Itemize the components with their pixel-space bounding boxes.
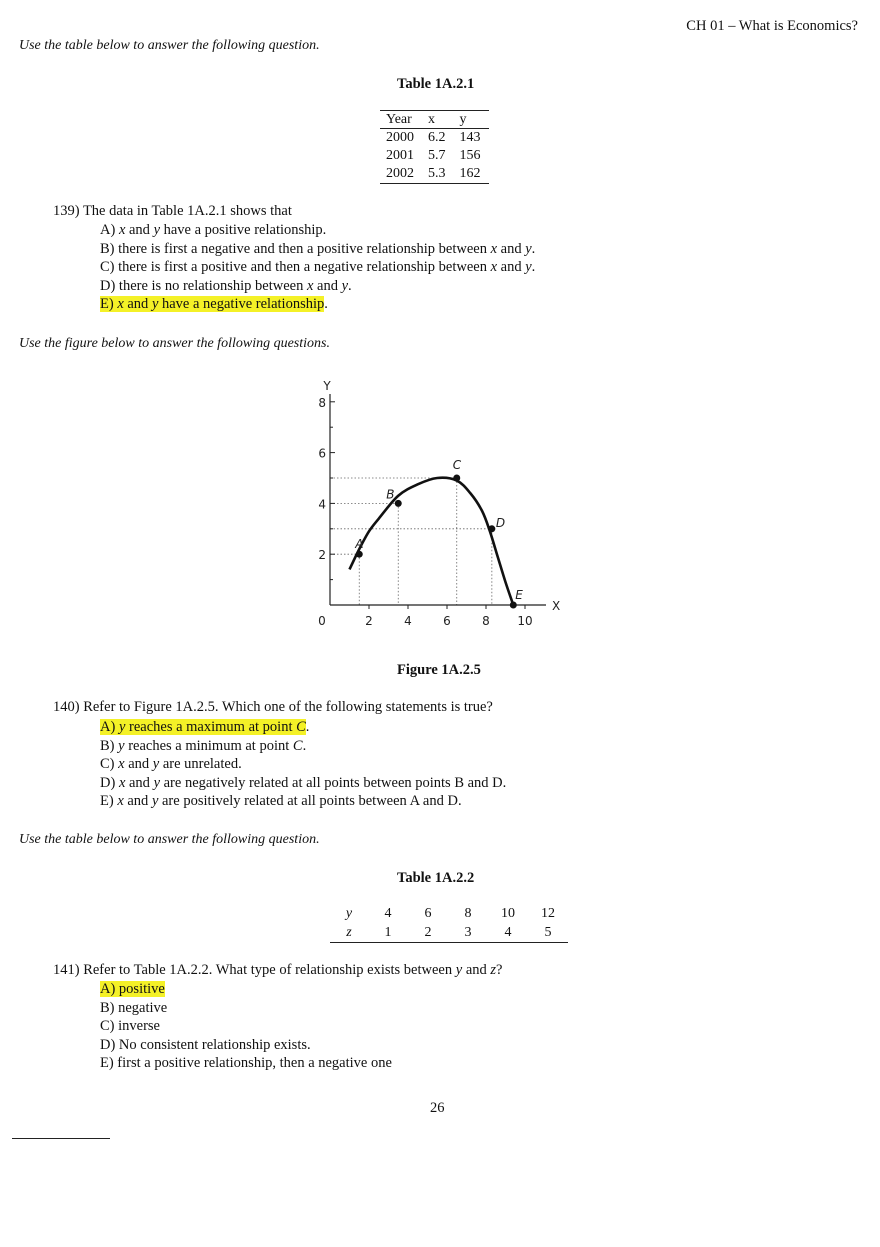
answer-option[interactable]: D) there is no relationship between x and y. [100, 277, 352, 294]
answer-option-correct[interactable] [100, 980, 392, 999]
table-cell: 2002 [386, 166, 414, 181]
table-cell: 3 [464, 925, 472, 940]
table-header-row [380, 111, 489, 129]
table-cell: 2 [424, 925, 432, 940]
answer-option[interactable]: C) inverse [100, 1018, 160, 1034]
table-cell: 162 [459, 166, 481, 181]
table2-caption: Table 1A.2.2 [397, 870, 475, 886]
table-cell: 8 [464, 906, 472, 921]
row-label: z [346, 925, 352, 940]
y-axis-label: Y [323, 379, 331, 393]
x-axis-label: X [552, 599, 561, 613]
table-cell: 12 [541, 906, 555, 921]
table-cell: 4 [504, 925, 512, 940]
table-1a21 [380, 110, 489, 184]
data-point [510, 602, 517, 609]
page-header: CH 01 – What is Economics? [686, 18, 858, 34]
table-1a22 [330, 904, 568, 943]
table-cell: 143 [459, 130, 481, 145]
answer-highlight: A) y reaches a maximum at point C [100, 719, 306, 735]
answer-option[interactable]: D) x and y are negatively related at all points between points B and D. [100, 774, 507, 791]
answer-highlight: A) positive [100, 981, 165, 997]
table-cell: 10 [501, 906, 515, 921]
col-header: y [454, 111, 489, 129]
point-label: B [386, 487, 395, 502]
answer-option-correct[interactable]: A) y reaches a maximum at point C. [100, 719, 310, 735]
table-row [380, 165, 489, 184]
y-tick-label: 4 [318, 497, 326, 512]
data-point [453, 475, 460, 482]
x-tick-label: 10 [517, 614, 533, 628]
x-tick-label: 8 [482, 614, 490, 628]
x-tick-label: 6 [443, 614, 451, 628]
answer-option[interactable]: A) x and y have a positive relationship. [100, 222, 327, 238]
answer-option[interactable]: B) negative [100, 999, 168, 1016]
question-139-prompt: 139) The data in Table 1A.2.1 shows that [53, 203, 292, 219]
page-number: 26 [430, 1100, 445, 1116]
answer-option[interactable]: B) y reaches a minimum at point C. [100, 737, 307, 754]
answer-option[interactable]: C) x and y are unrelated. [100, 756, 242, 772]
x-tick-label: 4 [404, 614, 412, 628]
point-label: A [355, 537, 364, 552]
instruction-table1: Use the table below to answer the following question. [19, 38, 320, 53]
point-label: D [495, 515, 506, 530]
answer-option[interactable]: E) x and y are positively related at all points between A and D. [100, 793, 462, 809]
table-cell: 2000 [386, 130, 414, 145]
table-cell: 156 [459, 148, 481, 163]
data-point [488, 525, 495, 532]
answer-option[interactable]: B) there is first a negative and then a positive relationship between x and y. [100, 240, 536, 257]
instruction-table2: Use the table below to answer the following question. [19, 832, 320, 847]
table-cell: 5 [544, 925, 552, 940]
question-140-options [100, 718, 506, 811]
footnote-rule [12, 1138, 110, 1139]
question-140-prompt: 140) Refer to Figure 1A.2.5. Which one of the following statements is true? [53, 699, 493, 715]
point-label: C [452, 458, 462, 472]
data-point [395, 500, 402, 507]
table-cell: 6.2 [428, 130, 446, 145]
table-row [330, 904, 568, 923]
question-141-options [100, 980, 392, 1073]
table-row [380, 129, 489, 148]
table-cell: 5.7 [428, 148, 446, 163]
table-cell: 1 [384, 925, 392, 940]
answer-option-correct[interactable]: E) x and y have a negative relationship. [100, 296, 328, 312]
col-header: Year [380, 111, 422, 129]
answer-highlight: E) x and y have a negative relationship [100, 296, 325, 312]
data-curve [350, 478, 514, 605]
answer-option[interactable]: C) there is first a positive and then a negative relationship between x and y. [100, 259, 536, 275]
table-cell: 6 [424, 906, 432, 921]
instruction-figure: Use the figure below to answer the following questions. [19, 336, 330, 351]
y-tick-label: 2 [318, 548, 326, 563]
table-row [330, 923, 568, 943]
y-tick-label: 6 [318, 446, 326, 461]
table-cell: 4 [384, 906, 392, 921]
answer-option[interactable]: D) No consistent relationship exists. [100, 1036, 311, 1053]
figure-caption: Figure 1A.2.5 [397, 662, 481, 678]
table-cell: 5.3 [428, 166, 446, 181]
y-tick-label: 8 [318, 395, 326, 410]
point-label: E [515, 588, 523, 602]
question-139-options [100, 221, 535, 314]
table-row [380, 147, 489, 165]
data-point [356, 551, 363, 558]
col-header: x [422, 111, 454, 129]
answer-option[interactable]: E) first a positive relationship, then a negative one [100, 1055, 392, 1071]
row-label: y [345, 906, 353, 921]
table-cell: 2001 [386, 148, 414, 163]
x-tick-label: 2 [365, 614, 373, 628]
table1-caption: Table 1A.2.1 [397, 76, 475, 92]
origin-label: 0 [318, 614, 326, 628]
figure-1a25-chart [300, 372, 570, 640]
question-141-prompt: 141) Refer to Table 1A.2.2. What type of relationship exists between y and z? [53, 962, 503, 978]
